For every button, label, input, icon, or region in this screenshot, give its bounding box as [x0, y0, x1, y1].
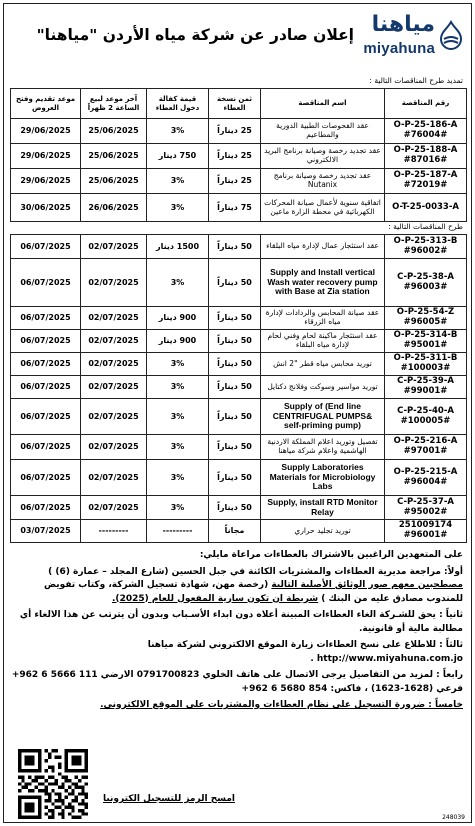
qr-code[interactable]: [18, 749, 88, 819]
serial-number: 248039: [442, 814, 465, 821]
tender-bond: 900 دينار: [147, 330, 209, 353]
tender-bond: 3%: [147, 169, 209, 194]
website-link[interactable]: http://www.miyahuna.com.jo: [316, 653, 463, 664]
tender-sale-date: 02/07/2025: [81, 235, 147, 259]
tender-sale-date: 02/07/2025: [81, 376, 147, 399]
col-sale-deadline: آخر موعد لبيع الساعة 2 ظهراً: [81, 89, 147, 119]
tender-name: عقد الفحوصات الطبية الدورية والمطاعيم: [261, 119, 385, 144]
tender-submit-date: 06/07/2025: [11, 399, 81, 435]
tender-name: عقد استئجار ماكينة لحام وفني لحام لإدارة مياه البلقاء: [261, 330, 385, 353]
tender-submit-date: 29/06/2025: [11, 144, 81, 169]
tender-ref: O-P-25-314-B #95001#: [385, 330, 467, 353]
tender-sale-date: 25/06/2025: [81, 144, 147, 169]
extension-label: تمديد طرح المناقصات التالية :: [369, 76, 463, 85]
tender-price: 50 ديناراً: [209, 353, 261, 376]
col-ref: رقم المناقصة: [385, 89, 467, 119]
tender-price: 50 ديناراً: [209, 460, 261, 496]
landline-number: +962 6 5666 111: [11, 670, 98, 680]
tender-ref: C-P-25-40-A #100005#: [385, 399, 467, 435]
tender-price: 75 ديناراً: [209, 194, 261, 222]
extension-tenders-table: [10, 88, 467, 222]
tender-sale-date: 02/07/2025: [81, 353, 147, 376]
tender-submit-date: 06/07/2025: [11, 307, 81, 330]
tender-sale-date: 02/07/2025: [81, 496, 147, 520]
table-header-row: [11, 89, 467, 119]
tender-bond: 3%: [147, 435, 209, 460]
table-row: [11, 353, 467, 376]
table-row: [11, 259, 467, 307]
note-first-docs: (رخصة مهن، شهادة تسجيل الشركة، وكتاب تفويض للمندوب مصادق عليه من البنك ): [44, 580, 463, 604]
table-row: [11, 307, 467, 330]
tender-submit-date: 06/07/2025: [11, 353, 81, 376]
tender-sale-date: 02/07/2025: [81, 435, 147, 460]
tender-bond: 3%: [147, 460, 209, 496]
tender-submit-date: 06/07/2025: [11, 235, 81, 259]
tender-name: Supply and Install vertical Wash water recovery pump with Base at Zia station: [261, 259, 385, 307]
tender-submit-date: 29/06/2025: [11, 119, 81, 144]
table-row: [11, 235, 467, 259]
note-fourth-text: رابعاً : لمزيد من التفاصيل يرجى الاتصال على هاتف الخلوي: [199, 670, 463, 680]
tender-sale-date: 02/07/2025: [81, 460, 147, 496]
note-first: [11, 566, 463, 607]
tender-bond: ---------: [147, 520, 209, 543]
tender-bond: 3%: [147, 119, 209, 144]
tender-price: 50 ديناراً: [209, 399, 261, 435]
tender-ref: C-P-25-38-A #96003#: [385, 259, 467, 307]
announcement-page: [3, 3, 472, 823]
note-fifth: [11, 699, 463, 713]
tender-sale-date: 26/06/2025: [81, 194, 147, 222]
table-row: [11, 520, 467, 543]
tender-ref: O-P-25-216-A #97001#: [385, 435, 467, 460]
col-bond: قيمة كفالة دخول العطاء: [147, 89, 209, 119]
tender-ref: O-P-25-187-A #72019#: [385, 169, 467, 194]
tender-price: 50 ديناراً: [209, 307, 261, 330]
table-row: [11, 399, 467, 435]
tender-sale-date: ---------: [81, 520, 147, 543]
qr-caption: امسح الرمز للتسجيل الكترونيا: [102, 794, 235, 804]
tender-name: توريد محابس مياه قطر "2 انش: [261, 353, 385, 376]
note-second: ثانياً : يحق للشـركة الغاء العطاءات المبينة أعلاه دون ابداء الأسـباب وبدون أن يترتب عن هذا الالغاء أي مطالبة مالية أو قانونية.: [19, 610, 463, 634]
tender-name: توريد مواسير وسوكت وفلانج دكتايل: [261, 376, 385, 399]
tender-bond: 3%: [147, 376, 209, 399]
logo-arabic-text: مياهنا: [371, 12, 435, 37]
col-submission: موعد تقديم وفتح العروض: [11, 89, 81, 119]
new-tenders-label: طرح المناقصات التالية :: [388, 222, 463, 231]
tender-ref: O-P-25-54-Z #96005#: [385, 307, 467, 330]
tender-ref: C-P-25-37-A #95002#: [385, 496, 467, 520]
note-first-text: أولاً: مراجعة مديرية العطاءات والمشتريات الكائنة في جبل الحسين (شارع المجلد – عمارة (6) ): [48, 566, 463, 577]
col-name: اسم المناقصة: [261, 89, 385, 119]
tender-sale-date: 25/06/2025: [81, 119, 147, 144]
tender-bond: 3%: [147, 399, 209, 435]
tender-ref: O-P-25-311-B #100003#: [385, 353, 467, 376]
tender-bond: 900 دينار: [147, 307, 209, 330]
tender-submit-date: 06/07/2025: [11, 496, 81, 520]
tender-price: 50 ديناراً: [209, 496, 261, 520]
tender-price: 50 ديناراً: [209, 376, 261, 399]
tender-price: 50 ديناراً: [209, 435, 261, 460]
note-third: [11, 639, 463, 666]
tender-price: مجاناً: [209, 520, 261, 543]
header: [4, 4, 471, 64]
fax-number: +962 6 5680 854: [241, 683, 328, 694]
table-row: [11, 330, 467, 353]
tender-sale-date: 02/07/2025: [81, 259, 147, 307]
tender-bond: 1500 دينار: [147, 235, 209, 259]
tender-price: 25 ديناراً: [209, 169, 261, 194]
note-third-text: ثالثاً : للاطلاع على نسخ العطاءات زيارة الموقع الالكتروني لشركة مياهنا: [147, 640, 463, 650]
water-drop-icon: [437, 20, 465, 50]
note-fourth: [11, 669, 463, 696]
table-row: [11, 496, 467, 520]
tender-submit-date: 06/07/2025: [11, 376, 81, 399]
tender-sale-date: 02/07/2025: [81, 330, 147, 353]
notes-section: [11, 549, 463, 716]
logo-english-text: miyahuna: [363, 40, 435, 57]
tender-name: Supply, install RTD Monitor Relay: [261, 496, 385, 520]
note-fourth-ext-fax: فرعي (1628-1623) ، فاكس:: [327, 683, 463, 694]
tender-submit-date: 06/07/2025: [11, 259, 81, 307]
tender-name: تفصيل وتوريد اعلام المملكة الاردنية الهاشمية واعلام شركة مياهنا: [261, 435, 385, 460]
tender-name: Supply of (End line CENTRIFUGAL PUMPS& self-priming pump): [261, 399, 385, 435]
tender-sale-date: 02/07/2025: [81, 399, 147, 435]
tender-submit-date: 06/07/2025: [11, 330, 81, 353]
tender-sale-date: 02/07/2025: [81, 307, 147, 330]
table-row: [11, 119, 467, 144]
tender-ref: 251009174 #96001#: [385, 520, 467, 543]
tender-submit-date: 06/07/2025: [11, 435, 81, 460]
note-fifth-label: خامساً: [435, 700, 463, 710]
tender-submit-date: 03/07/2025: [11, 520, 81, 543]
tender-name: Supply Laboratories Materials for Microbiology Labs: [261, 460, 385, 496]
notes-intro: على المتعهدين الراغبين بالاشتراك بالعطاءات مراعاة مايلي:: [199, 550, 463, 560]
note-fourth-landline-label: الارضي: [97, 670, 137, 680]
col-price: ثمن نسخة العطاء: [209, 89, 261, 119]
table-row: [11, 144, 467, 169]
note-first-underlined: مصطحبين معهم صور الوثائق الأصلية التالية: [271, 580, 463, 590]
tender-ref: O-T-25-0033-A: [385, 194, 467, 222]
tender-ref: O-P-25-186-A #76004#: [385, 119, 467, 144]
tender-name: عقد تجديد رخصة وصيانة برنامج البريد الالكتروني: [261, 144, 385, 169]
tender-price: 50 ديناراً: [209, 259, 261, 307]
note-fifth-text: : ضرورة التسجيل على نظام العطاءات والمشتريات على الموقع الالكتروني.: [100, 700, 436, 710]
tender-ref: O-P-25-313-B #96002#: [385, 235, 467, 259]
tender-name: عقد تجديد رخصة وصيانة برنامج Nutanix: [261, 169, 385, 194]
tender-ref: O-P-25-215-A #96004#: [385, 460, 467, 496]
mobile-number: 0791700823: [136, 670, 200, 680]
tender-price: 50 ديناراً: [209, 330, 261, 353]
tender-submit-date: 29/06/2025: [11, 169, 81, 194]
tender-sale-date: 25/06/2025: [81, 169, 147, 194]
tender-ref: C-P-25-39-A #99001#: [385, 376, 467, 399]
table-row: [11, 194, 467, 222]
tender-name: عقد استئجار عمال لإدارة مياه البلقاء: [261, 235, 385, 259]
miyahuna-logo: [349, 12, 465, 60]
tender-submit-date: 30/06/2025: [11, 194, 81, 222]
note-third-end: .: [310, 653, 317, 664]
tender-price: 50 ديناراً: [209, 235, 261, 259]
tender-name: توريد تجليد حراري: [261, 520, 385, 543]
new-tenders-table: [10, 234, 467, 543]
tender-bond: 750 دينار: [147, 144, 209, 169]
tender-submit-date: 06/07/2025: [11, 460, 81, 496]
tender-name: اتفاقية سنوية لأعمال صيانة المحركات الكهربائية في محطة الزارة ماعين: [261, 194, 385, 222]
note-first-validity: شريطة ان تكون سارية المفعول للعام (2025).: [112, 593, 319, 604]
table-row: [11, 169, 467, 194]
table-row: [11, 435, 467, 460]
table-row: [11, 460, 467, 496]
table-row: [11, 376, 467, 399]
tender-price: 25 ديناراً: [209, 144, 261, 169]
tender-bond: 3%: [147, 353, 209, 376]
tender-bond: 3%: [147, 259, 209, 307]
tender-price: 25 ديناراً: [209, 119, 261, 144]
tender-ref: O-P-25-188-A #87016#: [385, 144, 467, 169]
tender-bond: 3%: [147, 194, 209, 222]
tender-name: عقد صيانة المحابس والردادات لإدارة مياه الزرقاء: [261, 307, 385, 330]
tender-bond: 3%: [147, 496, 209, 520]
page-title: إعلان صادر عن شركة مياه الأردن "مياهنا": [36, 26, 354, 44]
